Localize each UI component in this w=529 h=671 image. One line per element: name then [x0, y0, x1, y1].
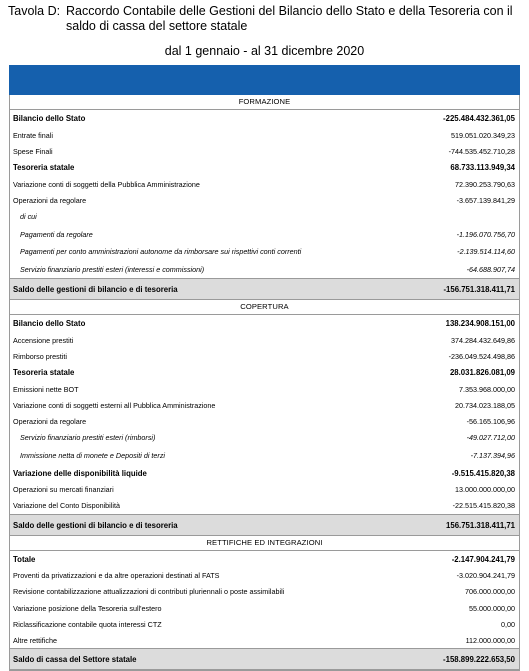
row-label: Tesoreria statale — [13, 368, 75, 378]
row-label: Altre rettifiche — [13, 635, 57, 645]
section-heading: FORMAZIONE — [10, 95, 519, 110]
period-subtitle: dal 1 gennaio - al 31 dicembre 2020 — [164, 44, 365, 58]
row-value: 20.734.023.188,05 — [455, 401, 515, 411]
row-label: Pagamenti da regolare — [20, 229, 93, 239]
table-row — [10, 397, 519, 413]
table-row — [10, 465, 519, 482]
table-row — [10, 176, 519, 192]
saldo-value: -156.751.318.411,71 — [443, 285, 515, 295]
row-value: 138.234.908.151,00 — [445, 319, 515, 329]
saldo-row — [10, 648, 519, 670]
table-row — [10, 348, 519, 364]
row-value: -3.657.139.841,29 — [456, 195, 515, 205]
row-label: Immissione netta di monete e Depositi di terzi — [20, 451, 166, 461]
row-label: Servizio finanziario prestiti esteri (interessi e commissioni) — [20, 264, 205, 274]
row-label: Riclassificazione contabile quota interessi CTZ — [13, 619, 162, 629]
row-label: Operazioni su mercati finanziari — [13, 485, 114, 495]
section-heading: RETTIFICHE ED INTEGRAZIONI — [10, 536, 519, 551]
row-value: 55.000.000,00 — [469, 603, 515, 613]
table-row — [10, 381, 519, 397]
table-row — [10, 600, 519, 616]
row-label: di cui — [20, 211, 37, 221]
row-value: -56.165.106,96 — [466, 417, 515, 427]
section-heading: COPERTURA — [10, 300, 519, 315]
saldo-row — [10, 278, 519, 300]
table-row — [10, 567, 519, 583]
table-row — [10, 447, 519, 465]
row-value: 0,00 — [501, 619, 515, 629]
row-label: Variazione conti di soggetti esterni all Pubblica Amministrazione — [13, 401, 216, 411]
row-value: 13.000.000.000,00 — [455, 485, 515, 495]
table-row — [10, 413, 519, 429]
row-label: Operazioni da regolare — [13, 417, 87, 427]
row-value: -7.137.394,96 — [470, 451, 515, 461]
row-value: -49.027.712,00 — [466, 433, 515, 443]
row-value: -64.688.907,74 — [466, 264, 515, 274]
row-value: 519.051.020.349,23 — [451, 130, 515, 140]
table-row — [10, 332, 519, 348]
saldo-label: Saldo delle gestioni di bilancio e di tesoreria — [13, 520, 178, 530]
table-row — [10, 159, 519, 176]
reconciliation-table — [9, 95, 520, 671]
table-row — [10, 110, 519, 127]
row-label: Emissioni nette BOT — [13, 384, 79, 394]
row-label: Servizio finanziario prestiti esteri (rimborsi) — [20, 433, 156, 443]
saldo-label: Saldo di cassa del Settore statale — [13, 655, 137, 665]
table-row — [10, 583, 519, 599]
table-row — [10, 364, 519, 381]
row-label: Tesoreria statale — [13, 162, 75, 172]
row-label: Rimborso prestiti — [13, 352, 67, 362]
row-value: 28.031.826.081,09 — [449, 368, 515, 378]
row-value: 7.353.968.000,00 — [459, 384, 515, 394]
row-label: Operazioni da regolare — [13, 195, 87, 205]
table-row — [10, 127, 519, 143]
table-row — [10, 226, 519, 244]
row-label: Entrate finali — [13, 130, 53, 140]
row-value: -236.049.524.498,86 — [448, 352, 515, 362]
row-value: -2.139.514.114,60 — [457, 247, 515, 257]
row-label: Totale — [13, 554, 36, 564]
row-label: Variazione delle disponibilità liquide — [13, 468, 147, 478]
table-row — [10, 315, 519, 332]
table-label: Tavola D: — [8, 4, 61, 18]
row-label: Bilancio dello Stato — [13, 114, 86, 123]
row-label: Spese Finali — [13, 146, 53, 156]
saldo-value: -158.899.222.653,50 — [443, 655, 515, 665]
row-label: Variazione del Conto Disponibilità — [13, 501, 120, 511]
row-value: 72.390.253.790,63 — [455, 179, 515, 189]
table-row — [10, 429, 519, 447]
table-row — [10, 208, 519, 226]
row-value: -22.515.415.820,38 — [452, 501, 515, 511]
row-value: 706.000.000,00 — [465, 587, 515, 597]
table-row — [10, 243, 519, 261]
row-value: 112.000.000,00 — [465, 635, 515, 645]
row-value: -2.147.904.241,79 — [451, 554, 515, 564]
table-row — [10, 143, 519, 159]
table-row — [10, 192, 519, 208]
row-value: -1.196.070.756,70 — [456, 229, 515, 239]
table-row — [10, 632, 519, 648]
header-band — [9, 65, 520, 95]
table-row — [10, 497, 519, 513]
row-label: Proventi da privatizzazioni e da altre operazioni destinati al FATS — [13, 571, 220, 581]
row-value: -225.484.432.361,05 — [443, 114, 515, 123]
row-label: Revisione contabilizzazione attualizzazioni di contributi pluriennali o poste assimilabili — [13, 587, 285, 597]
row-label: Accensione prestiti — [13, 335, 74, 345]
row-label: Variazione conti di soggetti della Pubblica Amministrazione — [13, 179, 200, 189]
row-label: Variazione posizione della Tesoreria sull'estero — [13, 603, 162, 613]
row-value: 374.284.432.649,86 — [451, 335, 515, 345]
saldo-row — [10, 514, 519, 536]
row-value: 68.733.113.949,34 — [450, 162, 515, 172]
table-row — [10, 551, 519, 568]
row-value: -744.535.452.710,28 — [448, 146, 515, 156]
table-row — [10, 261, 519, 279]
row-value: -3.020.904.241,79 — [456, 571, 515, 581]
row-value: -9.515.415.820,38 — [451, 468, 515, 478]
table-row — [10, 616, 519, 632]
saldo-value: 156.751.318.411,71 — [446, 520, 515, 530]
row-label: Bilancio dello Stato — [13, 319, 86, 329]
row-label: Pagamenti per conto amministrazioni autonome da rimborsare sui rispettivi conti correnti — [20, 247, 302, 257]
table-row — [10, 481, 519, 497]
table-title: Raccordo Contabile delle Gestioni del Bilancio dello Stato e della Tesoreria con il saldo di cassa del settore statale — [66, 4, 513, 33]
saldo-label: Saldo delle gestioni di bilancio e di tesoreria — [13, 285, 178, 295]
